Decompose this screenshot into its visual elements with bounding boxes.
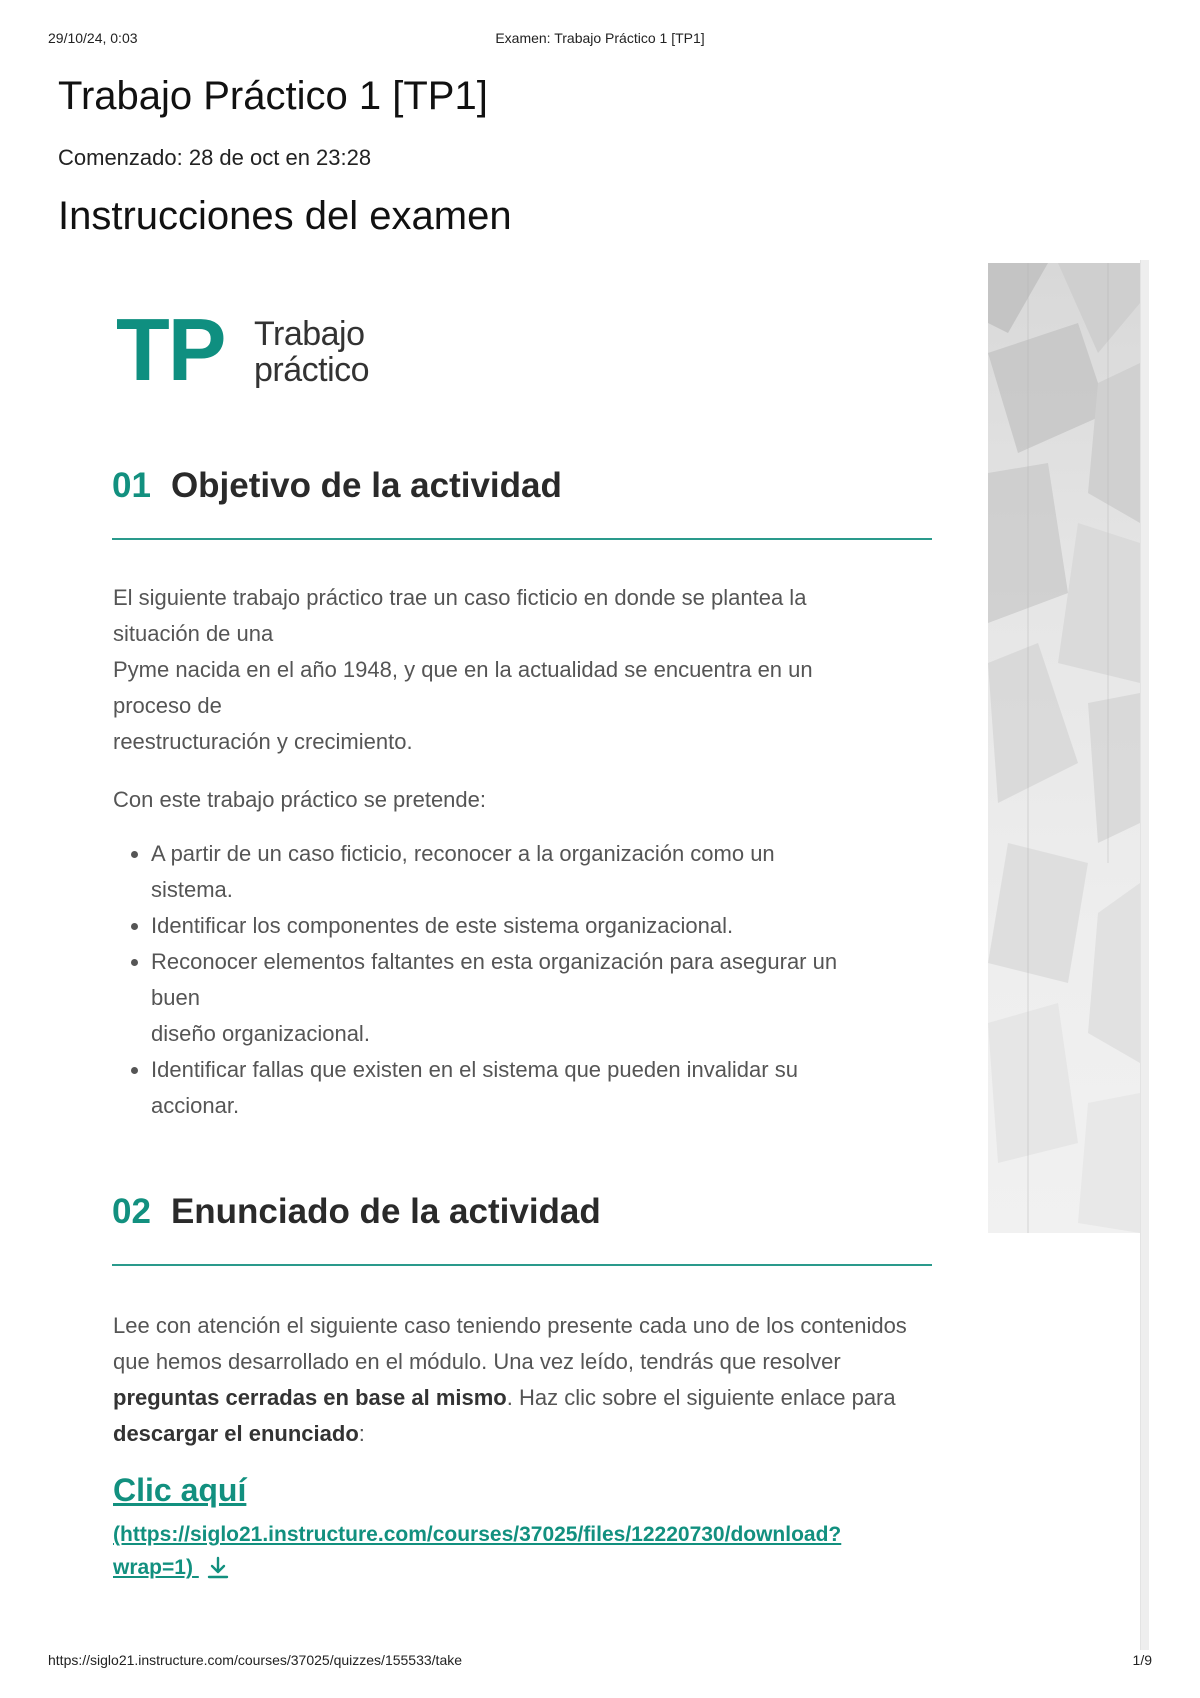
intro-line: El siguiente trabajo práctico trae un caso ficticio en donde se plantea la [113,585,807,610]
objective-lead: Con este trabajo práctico se pretende: [113,787,487,812]
tp-logo-word-practico: práctico [254,351,370,389]
tp-logo-word-trabajo: Trabajo [254,315,365,353]
print-document-title: Examen: Trabajo Práctico 1 [TP1] [495,30,705,46]
page-scrollbar[interactable] [1140,260,1149,1650]
print-date: 29/10/24, 0:03 [48,30,138,46]
section-title: Enunciado de la actividad [170,1192,601,1231]
tp-logo [116,300,396,402]
print-url: https://siglo21.instructure.com/courses/37025/quizzes/155533/take [48,1652,463,1668]
list-item: • Identificar fallas que existen en el sistema que pueden invalidar su accionar. [151,1052,971,1124]
list-item: • Reconocer elementos faltantes en esta organización para asegurar un buen diseño organizacional. [151,944,971,1052]
section-divider [112,538,932,540]
download-url-link[interactable]: (https://siglo21.instructure.com/courses/37025/files/12220730/download? wrap=1) [113,1518,913,1584]
section-title: Objetivo de la actividad [170,466,562,505]
intro-line: proceso de [113,693,222,718]
objective-bullet-list [113,836,971,1124]
objective-intro [113,580,933,760]
download-enunciado-link[interactable]: Clic aquí [113,1472,247,1508]
emphasis-text: descargar el enunciado [113,1421,359,1446]
page-number: 1/9 [1132,1652,1152,1668]
section-objetivo-heading [112,466,932,506]
tp-logo-words [254,316,369,388]
page-title: Trabajo Práctico 1 [TP1] [58,74,488,118]
print-header [48,30,1152,50]
list-item: • A partir de un caso ficticio, reconocer a la organización como un sistema. [151,836,971,908]
tp-logo-letters: TP [116,300,225,399]
download-icon[interactable] [205,1555,231,1581]
intro-line: situación de una [113,621,274,646]
section-number: 01 [112,466,151,505]
intro-line: Pyme nacida en el año 1948, y que en la actualidad se encuentra en un [113,657,813,682]
decorative-side-image [988,263,1140,1233]
intro-line: reestructuración y crecimiento. [113,729,413,754]
section-enunciado-heading [112,1192,932,1232]
enunciado-text: Lee con atención el siguiente caso teniendo presente cada uno de los contenidos que hemos desarrollado en el módulo. Una vez leído, tendrás que resolver preguntas cerradas en base al mismo. Haz clic sobre el siguiente enlace para descargar el enunciado: [113,1313,907,1446]
emphasis-text: preguntas cerradas en base al mismo [113,1385,507,1410]
section-divider [112,1264,932,1266]
architecture-pattern-image [988,263,1140,1233]
quiz-started-time: Comenzado: 28 de oct en 23:28 [58,145,372,170]
instructions-heading: Instrucciones del examen [58,194,512,238]
list-item: • Identificar los componentes de este sistema organizacional. [151,908,971,944]
print-footer [48,1652,1152,1672]
section-number: 02 [112,1192,151,1231]
